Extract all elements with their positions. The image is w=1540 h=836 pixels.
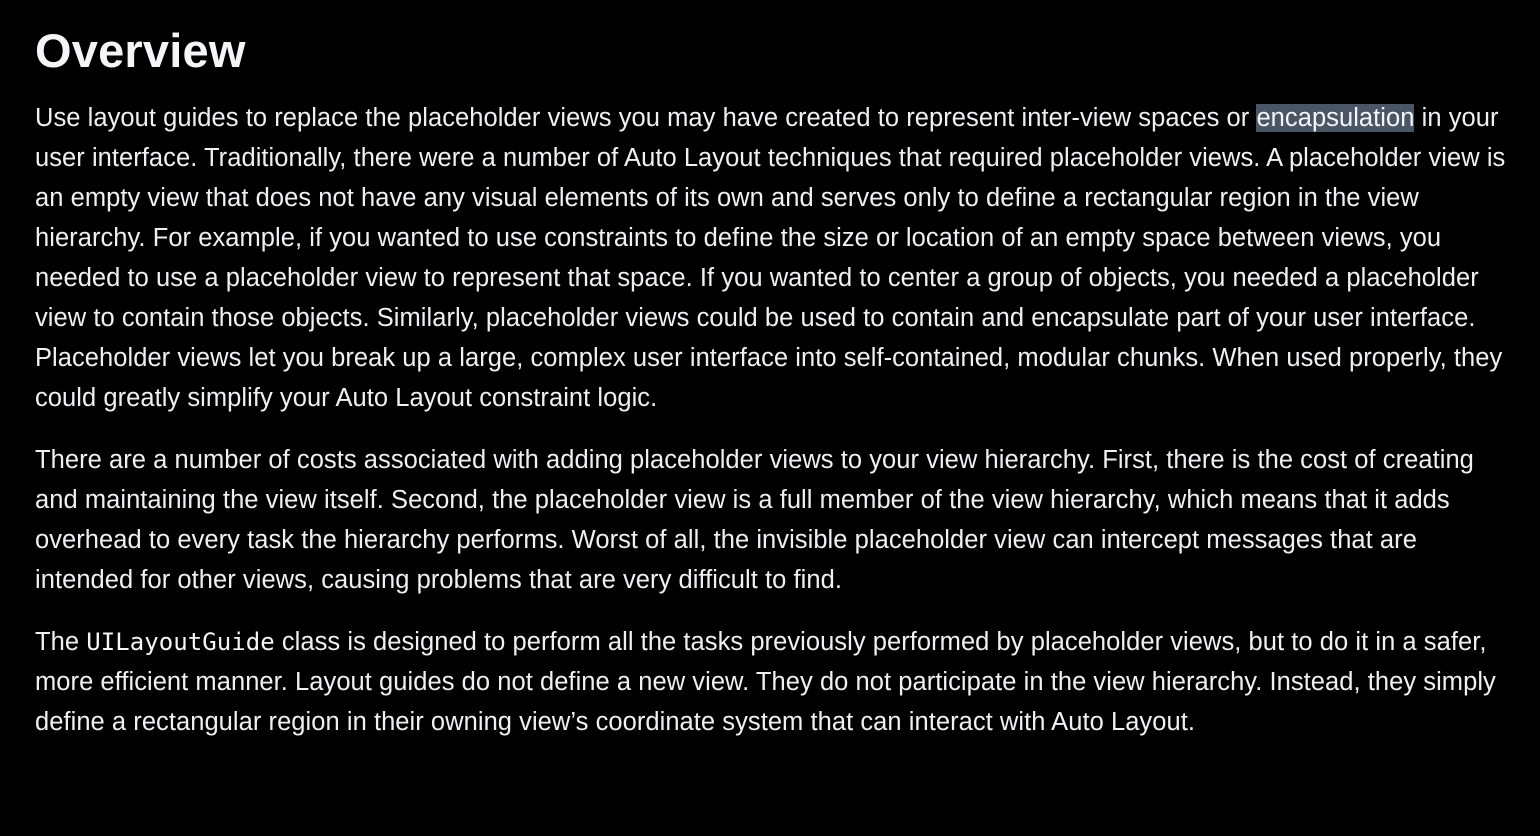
selected-text-highlight[interactable]: encapsulation (1256, 104, 1415, 132)
overview-paragraph-1 (35, 98, 1520, 418)
paragraph-1-text-start: Use layout guides to replace the placeholder views you may have created to represent inter-view spaces or (35, 104, 1257, 132)
overview-paragraph-2: There are a number of costs associated with adding placeholder views to your view hierarchy. First, there is the cost of creating and maintaining the view itself. Second, the placeholder view is a full member of the view hierarchy, which means that it adds overhead to every task the hierarchy performs. Worst of all, the invisible placeholder view can intercept messages that are intended for other views, causing problems that are very difficult to find. (35, 446, 1474, 594)
class-name-code: UILayoutGuide (86, 628, 275, 656)
page-title: Overview (35, 24, 246, 77)
paragraph-3-text-end: class is designed to perform all the tasks previously performed by placeholder views, but to do it in a safer, more efficient manner. Layout guides do not define a new view. They do not participate in the view hierarchy. Instead, they simply define a rectangular region in their owning view’s coordinate system that can interact with Auto Layout. (35, 628, 1496, 736)
paragraph-1-text-end: in your user interface. Traditionally, there were a number of Auto Layout techniques that required placeholder views. A placeholder view is an empty view that does not have any visual elements of its own and serves only to define a rectangular region in the view hierarchy. For example, if you wanted to use constraints to define the size or location of an empty space between views, you needed to use a placeholder view to represent that space. If you wanted to center a group of objects, you needed a placeholder view to contain those objects. Similarly, placeholder views could be used to contain and encapsulate part of your user interface. Placeholder views let you break up a large, complex user interface into self-contained, modular chunks. When used properly, they could greatly simplify your Auto Layout constraint logic. (35, 104, 1506, 412)
overview-paragraph-3 (35, 622, 1520, 742)
paragraph-3-text-start: The (35, 628, 87, 656)
